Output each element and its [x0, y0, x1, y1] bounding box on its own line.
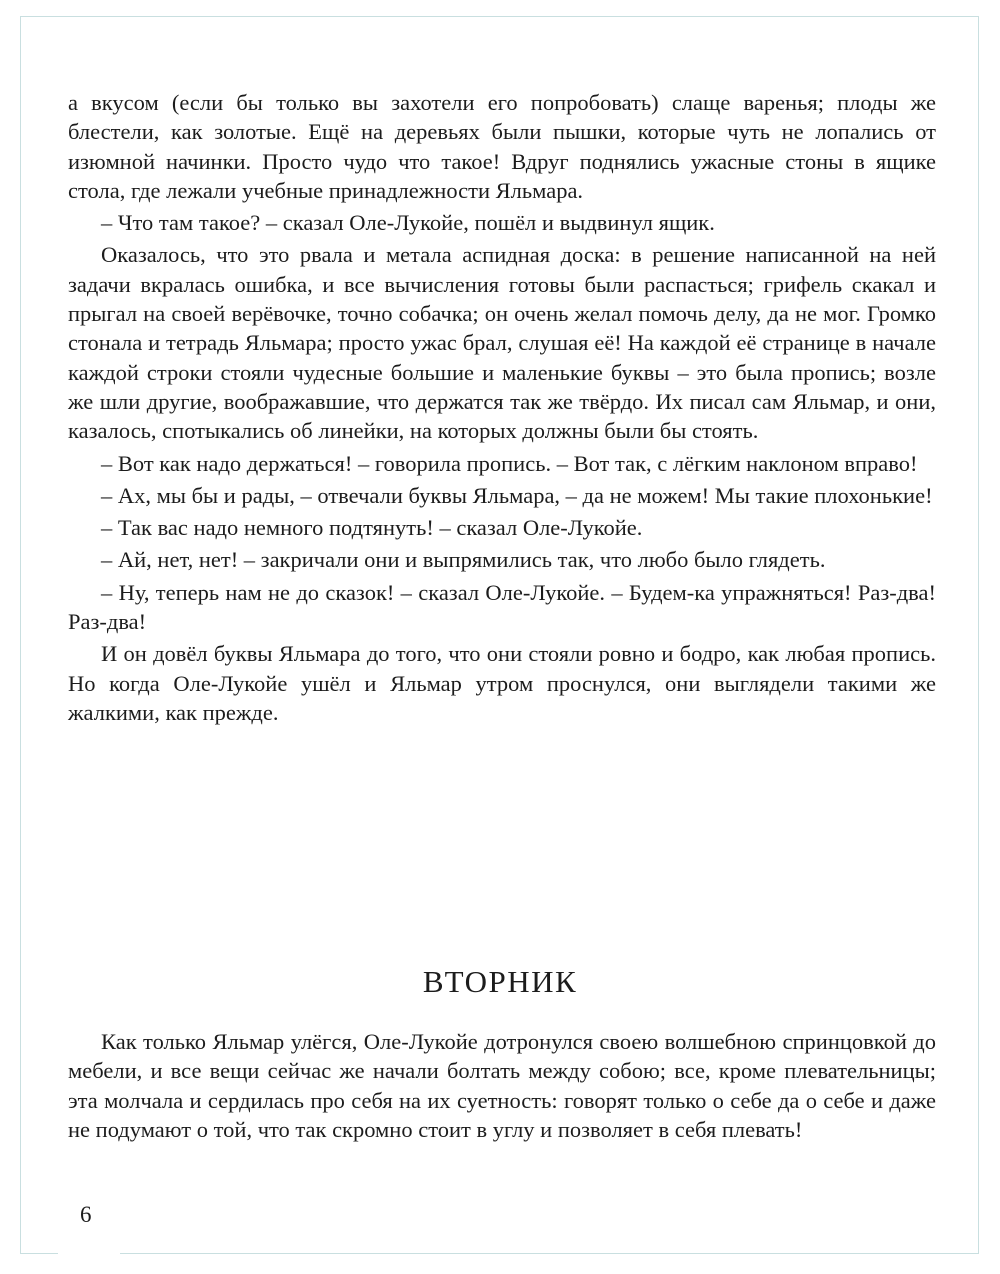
paragraph: а вкусом (если бы только вы захотели его попробовать) слаще варенья; плоды же блестели, как золотые. Ещё на деревьях были пышки, которые чуть не лопались от изюмной начинки. Просто чудо что такое! Вдруг поднялись ужасные стоны в ящике стола, где лежали учебные принадлежности Яльмара. — [68, 90, 936, 203]
paragraph: – Что там такое? – сказал Оле-Лукойе, пошёл и выдвинул ящик. — [101, 210, 715, 236]
paragraph: – Так вас надо немного подтянуть! – сказал Оле-Лукойе. — [101, 515, 643, 541]
page-number: 6 — [80, 1202, 92, 1227]
paragraph: И он довёл буквы Яльмара до того, что они стояли ровно и бодро, как любая пропись. Но когда Оле-Лукойе ушёл и Яльмар утром проснулся, они выглядели такими же жалкими, как прежде. — [68, 641, 936, 725]
paragraph: – Ай, нет, нет! – закричали они и выпрямились так, что любо было глядеть. — [101, 547, 826, 573]
section-heading: ВТОРНИК — [422, 964, 578, 999]
paragraph: Оказалось, что это рвала и метала аспидная доска: в решение написанной на ней задачи вкралась ошибка, и все вычисления готовы были распасться; грифель скакал и прыгал на своей верёвочке, точно собачка; он очень желал помочь делу, да не мог. Громко стонала и тетрадь Яльмара; просто ужас брал, слушая её! На каждой её странице в начале каждой строки стояли чудесные большие и маленькие буквы – это была пропись; возле же шли другие, воображавшие, что держатся так же твёрдо. Их писал сам Яльмар, и они, казалось, спотыкались об линейки, на которых должны были бы стоять. — [68, 242, 936, 444]
border-gap — [58, 1246, 120, 1266]
paragraph: – Ах, мы бы и рады, – отвечали буквы Яльмара, – да не можем! Мы такие плохонькие! — [101, 482, 933, 508]
story-text-top — [68, 88, 936, 727]
paragraph: – Вот как надо держаться! – говорила пропись. – Вот так, с лёгким наклоном вправо! — [101, 450, 918, 476]
paragraph: – Ну, теперь нам не до сказок! – сказал Оле-Лукойе. – Будем-ка упражняться! Раз-два! Раз-два! — [68, 579, 936, 635]
story-text-bottom — [68, 1027, 936, 1144]
paragraph: Как только Яльмар улёгся, Оле-Лукойе дотронулся своею волшебною спринцовкой до мебели, и все вещи сейчас же начали болтать между собою; все, кроме плевательницы; эта молчала и сердилась про себя на их суетность: говорят только о себе да о себе и даже не подумают о той, что так скромно стоит в углу и позволяет в себя плевать! — [68, 1029, 936, 1142]
